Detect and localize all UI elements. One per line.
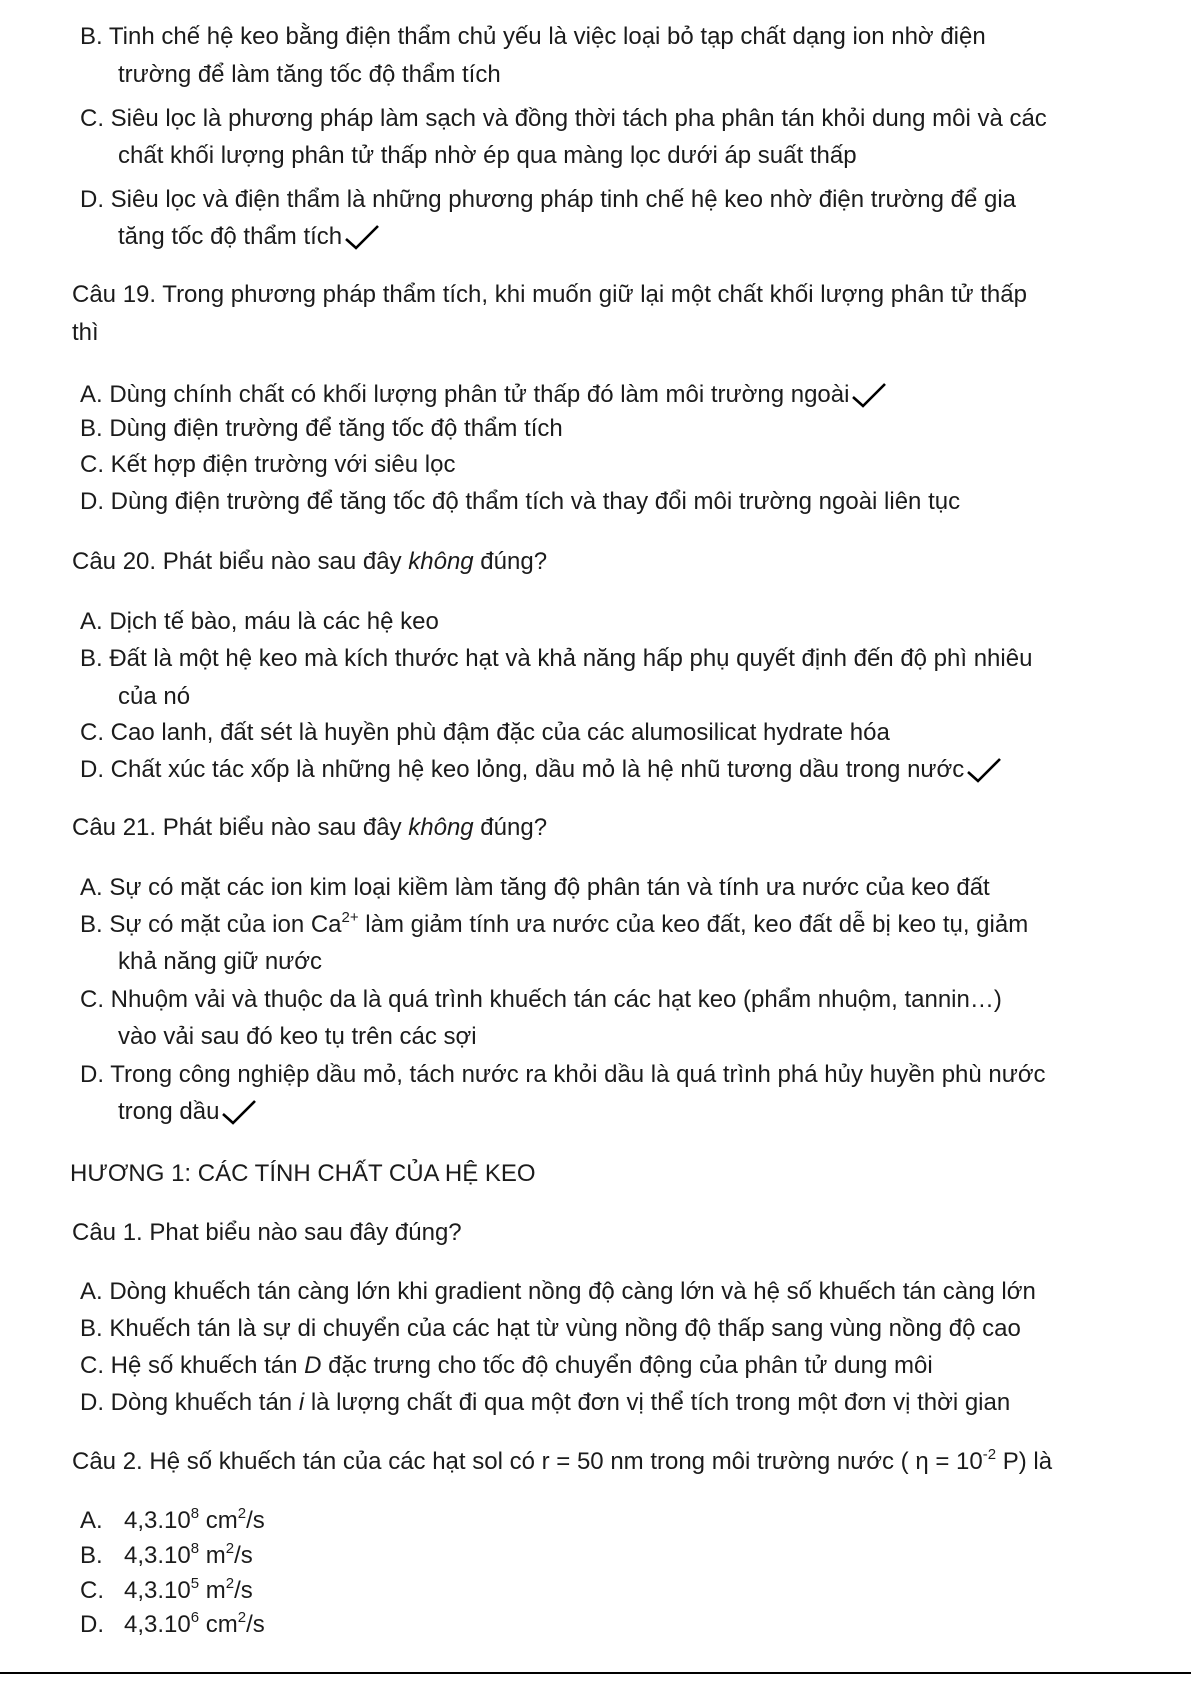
q21-stem-emphasis: không <box>408 814 474 841</box>
q1-option-c <box>80 1351 933 1381</box>
q2-option-c <box>80 1576 253 1606</box>
q2-stem <box>72 1447 1052 1477</box>
checkmark-icon <box>221 1099 257 1125</box>
q1-option-d-pre: D. Dòng khuếch tán <box>80 1389 299 1416</box>
chapter-title: HƯƠNG 1: CÁC TÍNH CHẤT CỦA HỆ KEO <box>70 1160 536 1187</box>
q2-option-a <box>80 1506 265 1536</box>
q2-option-unit-tail: /s <box>234 1577 253 1604</box>
prev-option-c-line1: C. Siêu lọc là phương pháp làm sạch và đồng thời tách pha phân tán khỏi dung môi và các <box>80 105 1047 132</box>
q21-option-b-line1 <box>80 910 1028 940</box>
prev-option-c-line2: chất khối lượng phân tử thấp nhờ ép qua màng lọc dưới áp suất thấp <box>118 142 857 169</box>
q2-option-base: 4,3.10 <box>124 1611 191 1638</box>
prev-option-b-line1: B. Tinh chế hệ keo bằng điện thẩm chủ yếu là việc loại bỏ tạp chất dạng ion nhờ điện <box>80 23 986 50</box>
q1-option-c-post: đặc trưng cho tốc độ chuyển động của phân tử dung môi <box>321 1352 933 1379</box>
q1-option-c-pre: C. Hệ số khuếch tán <box>80 1352 305 1379</box>
q2-stem-post: P) là <box>996 1448 1053 1475</box>
q2-option-unit-exponent: 2 <box>237 1505 247 1522</box>
q2-option-base: 4,3.10 <box>124 1577 191 1604</box>
q2-option-unit-exponent: 2 <box>225 1575 235 1592</box>
q20-option-a: A. Dịch tế bào, máu là các hệ keo <box>80 608 439 635</box>
q1-option-d <box>80 1388 1010 1418</box>
q2-option-unit: m <box>199 1542 226 1569</box>
q2-option-base: 4,3.10 <box>124 1542 191 1569</box>
q21-option-d-line2-text: trong dầu <box>118 1098 220 1125</box>
q21-stem-suffix: đúng? <box>473 814 548 841</box>
q2-option-letter: D. <box>80 1611 104 1638</box>
prev-option-d-line2 <box>118 222 380 252</box>
q2-option-unit-exponent: 2 <box>225 1540 235 1557</box>
q21-option-b-pre: B. Sự có mặt của ion Ca <box>80 911 342 938</box>
checkmark-icon <box>851 382 887 408</box>
q2-option-letter: C. <box>80 1577 104 1604</box>
q1-option-b: B. Khuếch tán là sự di chuyển của các hạt từ vùng nồng độ thấp sang vùng nồng độ cao <box>80 1315 1021 1342</box>
q21-stem-prefix: Câu 21. Phát biểu nào sau đây <box>72 814 409 841</box>
q19-option-c: C. Kết hợp điện trường với siêu lọc <box>80 451 456 478</box>
q20-stem <box>72 547 547 577</box>
q21-stem <box>72 813 547 843</box>
q20-option-d-text: D. Chất xúc tác xốp là những hệ keo lỏng, dầu mỏ là hệ nhũ tương dầu trong nước <box>80 756 965 783</box>
q21-option-b-post: làm giảm tính ưa nước của keo đất, keo đất dễ bị keo tụ, giảm <box>358 911 1029 938</box>
q19-option-b: B. Dùng điện trường để tăng tốc độ thẩm tích <box>80 415 563 442</box>
q2-option-unit-tail: /s <box>246 1611 265 1638</box>
q21-option-d-line2 <box>118 1097 257 1127</box>
q21-option-b-superscript: 2+ <box>341 909 359 926</box>
q20-option-c: C. Cao lanh, đất sét là huyền phù đậm đặc của các alumosilicat hydrate hóa <box>80 719 890 746</box>
q20-option-d <box>80 755 1002 785</box>
q20-option-b-line1: B. Đất là một hệ keo mà kích thước hạt và khả năng hấp phụ quyết định đến độ phì nhiêu <box>80 645 1033 672</box>
q2-option-exponent: 8 <box>190 1540 200 1557</box>
prev-option-b-line2: trường để làm tăng tốc độ thẩm tích <box>118 61 501 88</box>
q20-option-b-line2: của nó <box>118 683 191 710</box>
q21-option-d-line1: D. Trong công nghiệp dầu mỏ, tách nước ra khỏi dầu là quá trình phá hủy huyền phù nước <box>80 1061 1046 1088</box>
q2-option-exponent: 5 <box>190 1575 200 1592</box>
q2-stem-superscript: -2 <box>982 1446 997 1463</box>
page-bottom-divider <box>0 1672 1191 1674</box>
q19-stem-line1: Câu 19. Trong phương pháp thẩm tích, khi muốn giữ lại một chất khối lượng phân tử thấp <box>72 281 1027 308</box>
q20-stem-suffix: đúng? <box>473 548 548 575</box>
q2-option-letter: B. <box>80 1542 103 1569</box>
q2-stem-pre: Câu 2. Hệ số khuếch tán của các hạt sol có r = 50 nm trong môi trường nước ( η = 10 <box>72 1448 983 1475</box>
q21-option-a: A. Sự có mặt các ion kim loại kiềm làm tăng độ phân tán và tính ưa nước của keo đất <box>80 874 990 901</box>
q2-option-unit: m <box>199 1577 226 1604</box>
q2-option-base: 4,3.10 <box>124 1507 191 1534</box>
q1-option-d-post: là lượng chất đi qua một đơn vị thể tích trong một đơn vị thời gian <box>304 1389 1011 1416</box>
q2-option-d <box>80 1610 265 1640</box>
q1-option-c-emphasis: D <box>304 1352 322 1379</box>
q2-option-unit-tail: /s <box>246 1507 265 1534</box>
q21-option-b-line2: khả năng giữ nước <box>118 948 322 975</box>
q2-option-exponent: 8 <box>190 1505 200 1522</box>
q21-option-c-line2: vào vải sau đó keo tụ trên các sợi <box>118 1023 477 1050</box>
q20-stem-emphasis: không <box>408 548 474 575</box>
q21-option-c-line1: C. Nhuộm vải và thuộc da là quá trình khuếch tán các hạt keo (phẩm nhuộm, tannin…) <box>80 986 1002 1013</box>
q2-option-unit-tail: /s <box>234 1542 253 1569</box>
prev-option-d-line1: D. Siêu lọc và điện thẩm là những phương pháp tinh chế hệ keo nhờ điện trường để gia <box>80 186 1017 213</box>
q1-option-a: A. Dòng khuếch tán càng lớn khi gradient nồng độ càng lớn và hệ số khuếch tán càng lớn <box>80 1278 1036 1305</box>
q1-option-d-emphasis: i <box>298 1389 305 1416</box>
checkmark-icon <box>966 757 1002 783</box>
q2-option-exponent: 6 <box>190 1609 200 1626</box>
checkmark-icon <box>344 224 380 250</box>
q2-option-letter: A. <box>80 1507 103 1534</box>
q19-option-a <box>80 380 887 410</box>
q19-stem-line2: thì <box>72 319 99 346</box>
q2-option-unit: cm <box>199 1611 238 1638</box>
q2-option-unit: cm <box>199 1507 238 1534</box>
q19-option-a-text: A. Dùng chính chất có khối lượng phân tử thấp đó làm môi trường ngoài <box>80 381 850 408</box>
q20-stem-prefix: Câu 20. Phát biểu nào sau đây <box>72 548 409 575</box>
q2-option-unit-exponent: 2 <box>237 1609 247 1626</box>
q1-stem: Câu 1. Phat biểu nào sau đây đúng? <box>72 1219 462 1246</box>
q19-option-d: D. Dùng điện trường để tăng tốc độ thẩm tích và thay đổi môi trường ngoài liên tục <box>80 488 961 515</box>
q2-option-b <box>80 1541 253 1571</box>
prev-option-d-line2-text: tăng tốc độ thẩm tích <box>118 223 343 250</box>
